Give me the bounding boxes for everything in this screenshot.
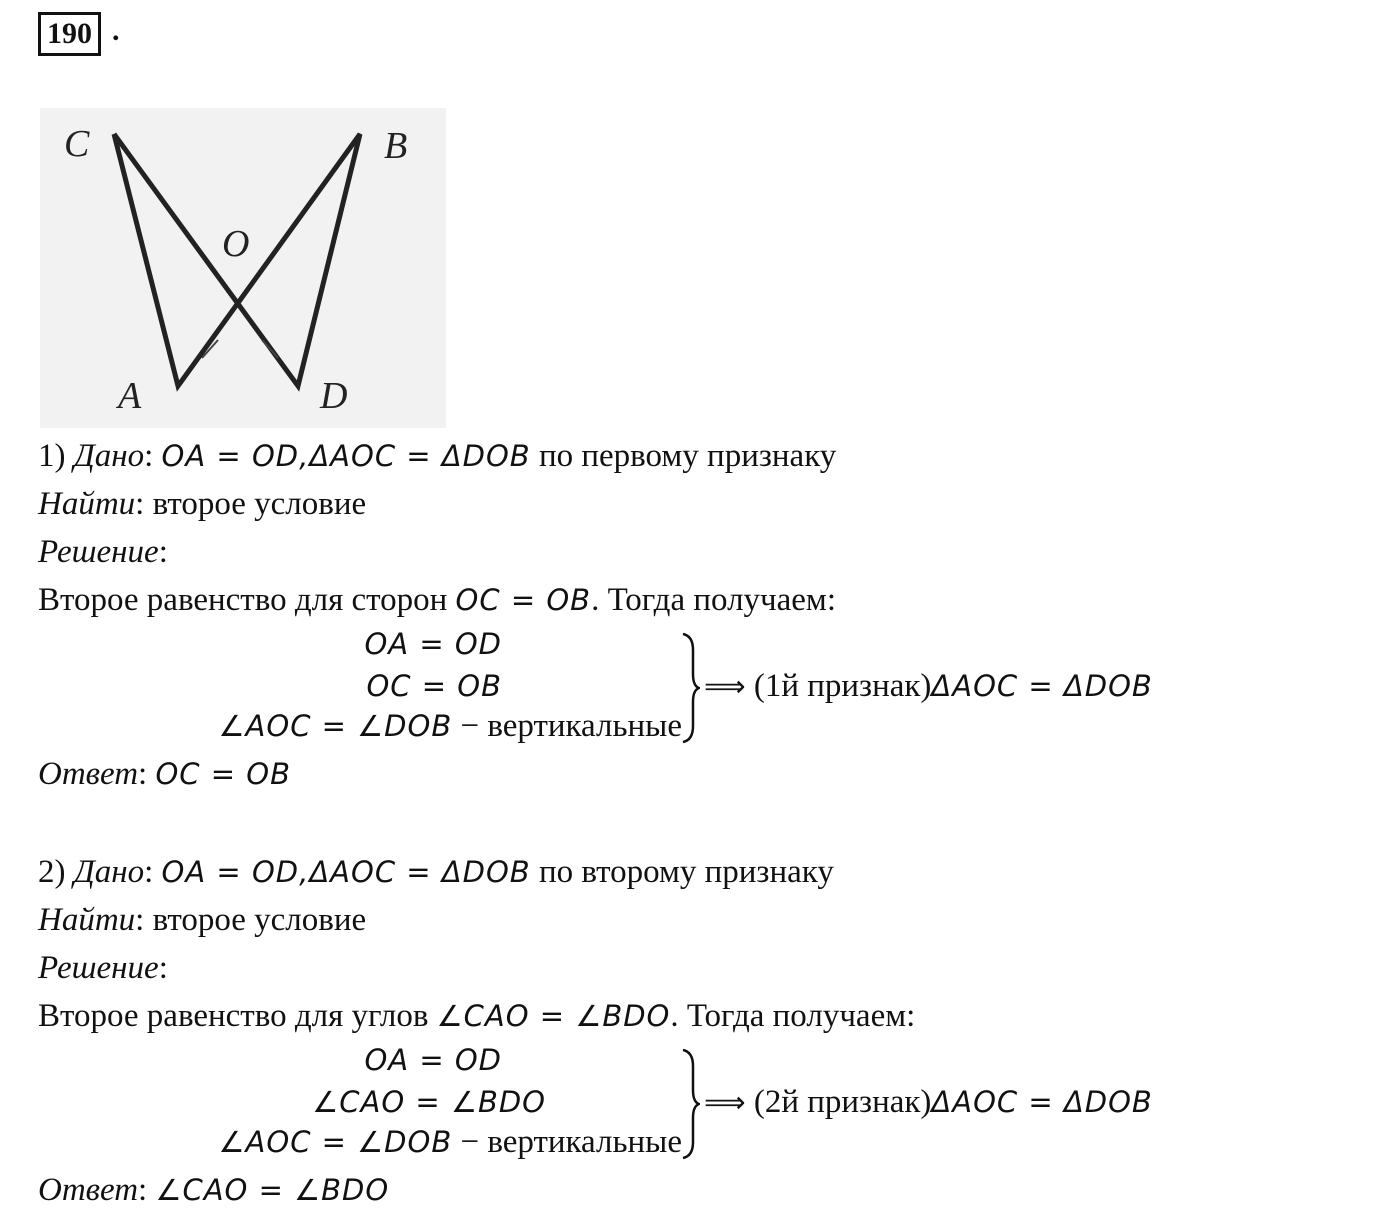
part1-find-text: второе условие — [152, 486, 367, 522]
part1-answer-math: OC = OB — [155, 757, 291, 791]
part2-find: Найти: второе условие — [38, 902, 367, 938]
part1-find: Найти: второе условие — [38, 486, 367, 522]
part2-system-line1-math: OA = OD — [364, 1043, 502, 1077]
part2-system-line2 — [312, 1082, 546, 1122]
part1-solution-text-post: . Тогда получаем: — [591, 582, 836, 618]
part2-result-text: (2й признак) — [745, 1084, 932, 1120]
part1-solution-line — [38, 580, 836, 620]
part1-given-math: OA = OD,ΔAOC = ΔDOB — [161, 439, 531, 473]
part1-system-line3 — [219, 706, 682, 746]
part1-right-brace — [680, 632, 700, 744]
problem-number-text: 190 — [47, 17, 92, 50]
implies-icon: ⟹ — [704, 1085, 746, 1119]
part2-system-line3-text: − вертикальные — [452, 1124, 682, 1160]
part2-system-line1 — [364, 1040, 502, 1080]
part1-given-text: по первому признаку — [538, 438, 837, 474]
part1-solution-label: Решение — [38, 534, 159, 570]
label-b: B — [384, 125, 408, 167]
part1-find-label: Найти — [38, 486, 136, 522]
part2-system-result — [704, 1082, 1153, 1122]
label-d: D — [320, 375, 348, 417]
part2-system-line3-math: ∠AOC = ∠DOB — [218, 1125, 453, 1159]
part2-number: 2) — [38, 854, 66, 890]
part2-right-brace — [680, 1048, 700, 1160]
label-o: O — [222, 223, 250, 265]
part2-solution-heading: Решение: — [38, 950, 168, 986]
label-a: A — [118, 375, 142, 417]
part1-system-line1 — [364, 624, 502, 664]
part2-answer-label: Ответ — [38, 1172, 139, 1208]
part2-answer: Ответ: ∠CAO = ∠BDO — [38, 1172, 390, 1208]
part1-system-result — [704, 666, 1153, 706]
part1-answer: Ответ: OC = OB — [38, 756, 291, 792]
part1-solution-heading: Решение: — [38, 534, 168, 570]
part2-solution-label: Решение — [38, 950, 159, 986]
part1-given: 1) Дано: OA = OD,ΔAOC = ΔDOB по первому признаку — [38, 438, 837, 474]
part1-solution-math: OC = OB — [455, 583, 592, 617]
label-c: C — [64, 123, 90, 165]
part1-system-line3-math: ∠AOC = ∠DOB — [218, 709, 453, 743]
part1-answer-label: Ответ — [38, 756, 139, 792]
part1-given-label: Дано — [73, 438, 145, 474]
part2-solution-line — [38, 996, 915, 1036]
part1-system-line3-text: − вертикальные — [452, 708, 682, 744]
part2-solution-math: ∠CAO = ∠BDO — [436, 999, 671, 1033]
problem-number-dot: . — [112, 14, 120, 47]
part2-solution-text-post: . Тогда получаем: — [670, 998, 916, 1034]
part2-answer-math: ∠CAO = ∠BDO — [155, 1173, 390, 1207]
part2-result-math: ΔAOC = ΔDOB — [931, 1085, 1153, 1119]
part1-system-line2 — [366, 666, 502, 706]
part2-find-label: Найти — [38, 902, 136, 938]
part2-given: 2) Дано: OA = OD,ΔAOC = ΔDOB по второму признаку — [38, 854, 834, 890]
figure-svg — [40, 108, 446, 428]
part1-result-text: (1й признак) — [745, 668, 932, 704]
geometry-figure — [40, 108, 446, 428]
part1-result-math: ΔAOC = ΔDOB — [931, 669, 1153, 703]
part1-system-line2-math: OC = OB — [366, 669, 502, 703]
problem-number — [38, 12, 101, 56]
part2-system-line2-math: ∠CAO = ∠BDO — [312, 1085, 546, 1119]
tick-mark-od — [262, 340, 278, 358]
part2-system-line3 — [219, 1122, 682, 1162]
part1-solution-text-pre: Второе равенство для сторон — [38, 582, 448, 618]
implies-icon: ⟹ — [704, 669, 746, 703]
part1-system-line1-math: OA = OD — [364, 627, 502, 661]
part2-solution-text-pre: Второе равенство для углов — [38, 998, 429, 1034]
part2-given-text: по второму признаку — [538, 854, 834, 890]
part2-given-math: OA = OD,ΔAOC = ΔDOB — [161, 855, 531, 889]
part2-find-text: второе условие — [152, 902, 367, 938]
part2-given-label: Дано — [73, 854, 145, 890]
part1-number: 1) — [38, 438, 66, 474]
